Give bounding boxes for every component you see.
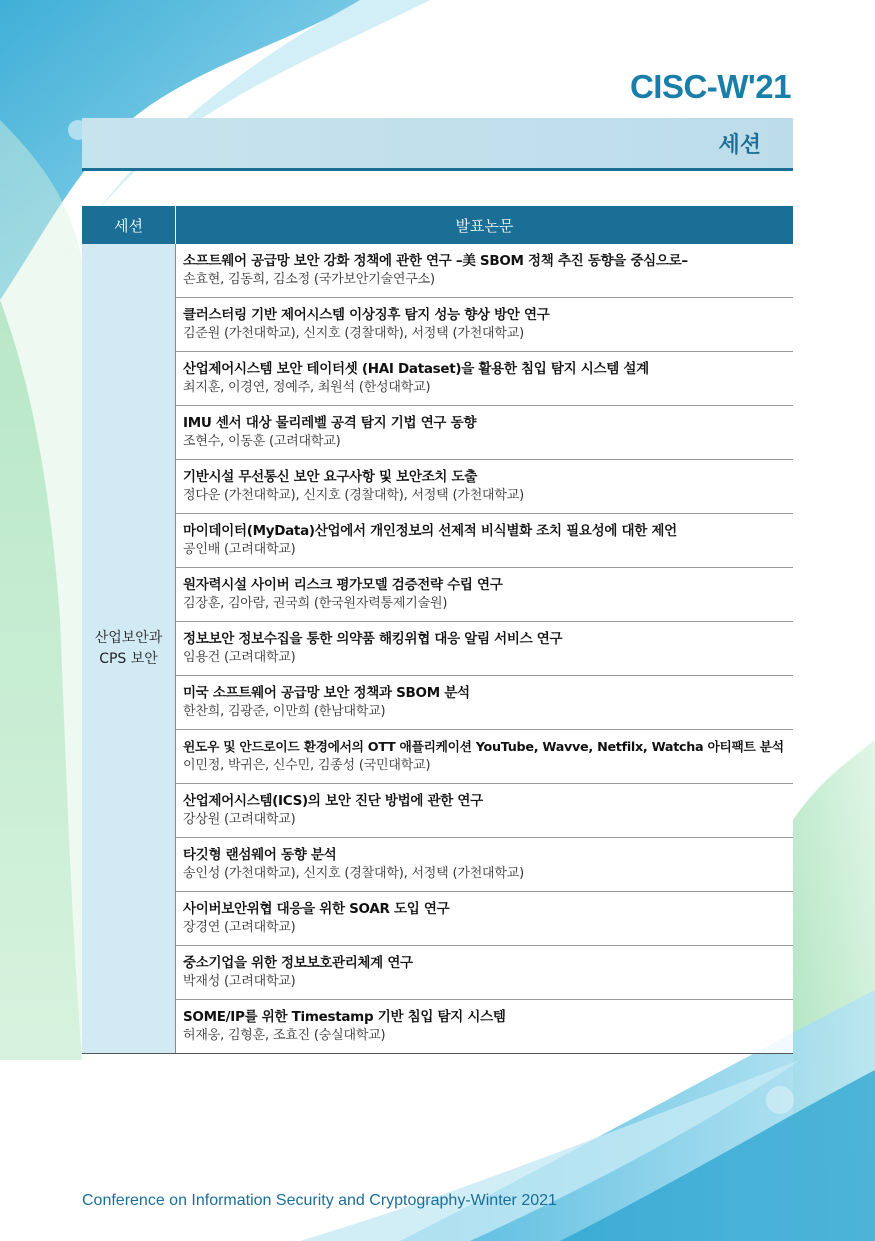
paper-cell	[176, 568, 794, 622]
paper-authors: 이민정, 박귀은, 신수민, 김종성 (국민대학교)	[183, 758, 431, 773]
paper-authors: 박재성 (고려대학교)	[183, 974, 296, 989]
paper-cell	[176, 1000, 794, 1054]
paper-title: 원자력시설 사이버 리스크 평가모델 검증전략 수립 연구	[183, 577, 503, 593]
paper-cell	[176, 784, 794, 838]
paper-cell	[176, 406, 794, 460]
paper-title: 소프트웨어 공급망 보안 강화 정책에 관한 연구 –美 SBOM 정책 추진 동향을 중심으로–	[183, 253, 688, 269]
paper-authors: 공인배 (고려대학교)	[183, 542, 296, 557]
table-row	[82, 838, 793, 892]
table-row	[82, 514, 793, 568]
table-row	[82, 892, 793, 946]
paper-title: 미국 소프트웨어 공급망 보안 정책과 SBOM 분석	[183, 685, 470, 701]
session-name-line2: CPS 보안	[99, 650, 158, 667]
paper-title: 마이데이터(MyData)산업에서 개인정보의 선제적 비식별화 조치 필요성에 대한 제언	[183, 523, 677, 539]
paper-authors: 송인성 (가천대학교), 신지호 (경찰대학), 서정택 (가천대학교)	[183, 866, 524, 881]
column-header-papers: 발표논문	[176, 206, 794, 244]
paper-authors: 장경연 (고려대학교)	[183, 920, 296, 935]
table-row	[82, 298, 793, 352]
paper-cell	[176, 838, 794, 892]
table-body	[82, 244, 793, 1054]
table-row	[82, 568, 793, 622]
paper-title: 윈도우 및 안드로이드 환경에서의 OTT 애플리케이션 YouTube, Wavve, Netfilx, Watcha 아티팩트 분석	[183, 740, 784, 755]
paper-authors: 김장훈, 김아람, 권국희 (한국원자력통제기술원)	[183, 596, 448, 611]
paper-title: 사이버보안위협 대응을 위한 SOAR 도입 연구	[183, 901, 450, 917]
table-row	[82, 676, 793, 730]
paper-cell	[176, 460, 794, 514]
session-table	[82, 206, 793, 1054]
paper-cell	[176, 352, 794, 406]
table-row	[82, 1000, 793, 1054]
paper-authors: 손효현, 김동희, 김소정 (국가보안기술연구소)	[183, 272, 435, 287]
table-row	[82, 784, 793, 838]
band-title: 세션	[718, 133, 761, 158]
table-row	[82, 730, 793, 784]
paper-title: 산업제어시스템(ICS)의 보안 진단 방법에 관한 연구	[183, 793, 483, 809]
paper-cell	[176, 730, 794, 784]
paper-authors: 한찬희, 김광준, 이만희 (한남대학교)	[183, 704, 386, 719]
table-row	[82, 460, 793, 514]
paper-authors: 임용건 (고려대학교)	[183, 650, 296, 665]
conference-logo: CISC-W'21	[629, 68, 791, 105]
paper-title: 클러스터링 기반 제어시스템 이상징후 탐지 성능 향상 방안 연구	[183, 307, 550, 323]
paper-title: IMU 센서 대상 물리레벨 공격 탐지 기법 연구 동향	[183, 415, 477, 431]
column-header-session: 세션	[82, 206, 176, 244]
paper-authors: 조현수, 이동훈 (고려대학교)	[183, 434, 341, 449]
session-name-cell	[82, 244, 176, 1054]
paper-title: 타깃형 랜섬웨어 동향 분석	[183, 847, 337, 863]
paper-authors: 강상원 (고려대학교)	[183, 812, 296, 827]
paper-cell	[176, 514, 794, 568]
table-row	[82, 622, 793, 676]
section-band	[82, 118, 793, 171]
paper-authors: 최지훈, 이경연, 정예주, 최원석 (한성대학교)	[183, 380, 431, 395]
footer-text: Conference on Information Security and Cryptography-Winter 2021	[82, 1192, 557, 1209]
paper-authors: 김준원 (가천대학교), 신지호 (경찰대학), 서정택 (가천대학교)	[183, 326, 524, 341]
paper-title: 정보보안 정보수집을 통한 의약품 해킹위협 대응 알림 서비스 연구	[183, 631, 563, 647]
table-row	[82, 406, 793, 460]
paper-title: 산업제어시스템 보안 테이터셋 (HAI Dataset)을 활용한 침입 탐지 시스템 설계	[183, 361, 649, 377]
paper-cell	[176, 244, 794, 298]
paper-title: SOME/IP를 위한 Timestamp 기반 침입 탐지 시스템	[183, 1009, 506, 1025]
table-header-row	[82, 206, 793, 244]
paper-authors: 정다운 (가천대학교), 신지호 (경찰대학), 서정택 (가천대학교)	[183, 488, 524, 503]
paper-cell	[176, 676, 794, 730]
table-row	[82, 946, 793, 1000]
paper-title: 기반시설 무선통신 보안 요구사항 및 보안조치 도출	[183, 469, 477, 485]
table-row	[82, 352, 793, 406]
paper-cell	[176, 892, 794, 946]
paper-cell	[176, 298, 794, 352]
paper-cell	[176, 622, 794, 676]
paper-authors: 허재웅, 김형훈, 조효진 (숭실대학교)	[183, 1028, 386, 1043]
session-name-line1: 산업보안과	[94, 629, 163, 646]
paper-cell	[176, 946, 794, 1000]
paper-title: 중소기업을 위한 정보보호관리체계 연구	[183, 955, 413, 971]
table-row	[82, 244, 793, 298]
